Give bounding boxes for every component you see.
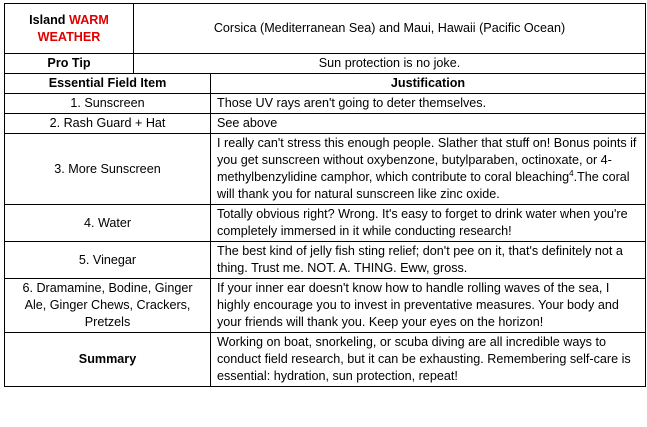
header-row	[5, 4, 646, 54]
row-justification: The best kind of jelly fish sting relief; don't pee on it, that's definitely not a thing. Trust me. NOT. A. THING. Eww, gross.	[211, 242, 646, 279]
weather-label: WEATHER	[37, 29, 101, 44]
row-item: 2. Rash Guard + Hat	[5, 114, 211, 134]
row-justification	[211, 134, 646, 205]
row-justification: See above	[211, 114, 646, 134]
pro-tip-row	[5, 54, 646, 74]
table-row	[5, 279, 646, 333]
field-items-table-wrapper	[4, 3, 646, 387]
footnote-marker: 4	[569, 168, 574, 178]
table-row	[5, 134, 646, 205]
column-header-row	[5, 74, 646, 94]
column-header-justification: Justification	[211, 74, 646, 94]
island-header-cell	[5, 4, 134, 54]
field-items-table	[4, 3, 646, 387]
island-label: Island	[29, 12, 66, 27]
row-item: 6. Dramamine, Bodine, Ginger Ale, Ginger Chews, Crackers, Pretzels	[5, 279, 211, 333]
row-item: 1. Sunscreen	[5, 94, 211, 114]
locations-cell: Corsica (Mediterranean Sea) and Maui, Hawaii (Pacific Ocean)	[134, 4, 646, 54]
row-item: 3. More Sunscreen	[5, 134, 211, 205]
row-justification-text: I really can't stress this enough people. Slather that stuff on! Bonus points if you get sunscreen without oxybenzone, butylparaben, octinoxate, or 4-methylbenzylidine camphor, which contribute to coral bleaching	[217, 136, 637, 184]
pro-tip-text: Sun protection is no joke.	[134, 54, 646, 74]
summary-row	[5, 333, 646, 387]
pro-tip-label: Pro Tip	[5, 54, 134, 74]
row-justification: If your inner ear doesn't know how to handle rolling waves of the sea, I highly encourage you to invest in preventative measures. Your body and your friends will thank you. Keep your eyes on the horizon!	[211, 279, 646, 333]
table-row	[5, 205, 646, 242]
row-item: 4. Water	[5, 205, 211, 242]
table-row	[5, 114, 646, 134]
row-justification: Totally obvious right? Wrong. It's easy to forget to drink water when you're completely immersed in it while conducting research!	[211, 205, 646, 242]
row-justification-text-after: .The coral will thank you for natural sunscreen like zinc oxide.	[217, 170, 630, 201]
row-justification: Those UV rays aren't going to deter themselves.	[211, 94, 646, 114]
summary-label: Summary	[5, 333, 211, 387]
summary-text: Working on boat, snorkeling, or scuba diving are all incredible ways to conduct field research, but it can be exhausting. Remembering self-care is essential: hydration, sun protection, repeat!	[211, 333, 646, 387]
table-row	[5, 94, 646, 114]
table-row	[5, 242, 646, 279]
row-item: 5. Vinegar	[5, 242, 211, 279]
warm-label: WARM	[69, 12, 109, 27]
column-header-item: Essential Field Item	[5, 74, 211, 94]
